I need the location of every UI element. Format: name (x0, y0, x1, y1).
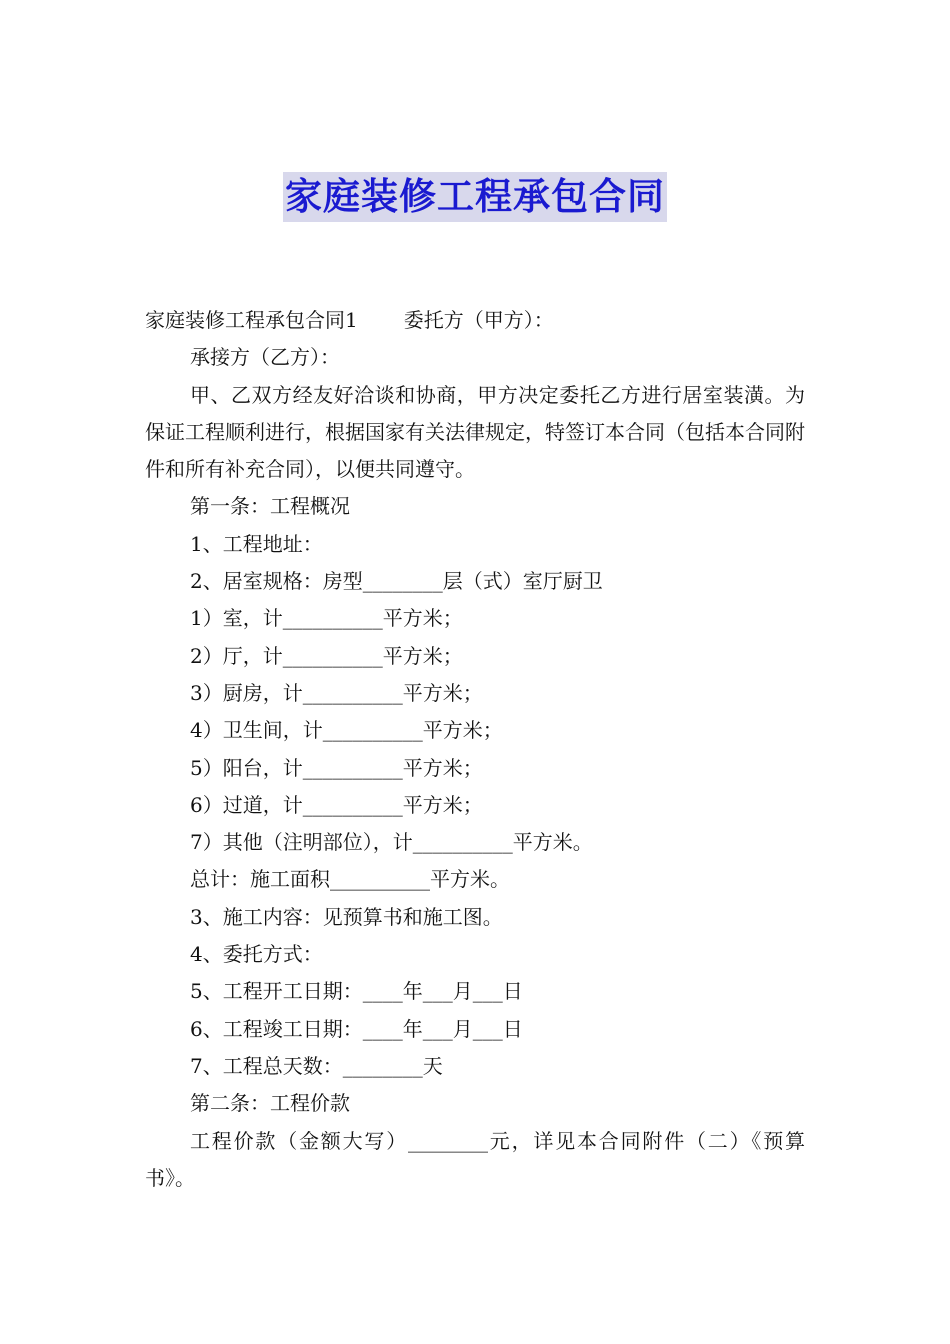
contract-heading-line (145, 302, 805, 339)
contract-number: 家庭装修工程承包合同1 (145, 308, 358, 332)
room-spec: 2、居室规格：房型________层（式）室厅厨卫 (190, 569, 603, 594)
party-a-label: 委托方（甲方）： (403, 308, 554, 332)
area-hall: 2）厅，计__________平方米； (190, 643, 463, 668)
area-total: 总计：施工面积__________平方米。 (190, 867, 510, 892)
area-room: 1）室，计__________平方米； (190, 606, 463, 631)
project-address: 1、工程地址： (190, 531, 323, 556)
document-title: 家庭装修工程承包合同 (283, 172, 667, 222)
intro-paragraph: 甲、乙双方经友好洽谈和协商，甲方决定委托乙方进行居室装潢。为保证工程顺利进行，根据国家有关法律规定，特签订本合同（包括本合同附件和所有补充合同），以便共同遵守。 (145, 382, 805, 482)
document-body (145, 302, 805, 1197)
article-1-heading: 第一条：工程概况 (190, 494, 350, 519)
area-bathroom: 4）卫生间，计__________平方米； (190, 718, 503, 743)
article-2-heading: 第二条：工程价款 (190, 1091, 350, 1116)
area-other: 7）其他（注明部位），计__________平方米。 (190, 830, 593, 855)
area-kitchen: 3）厨房，计__________平方米； (190, 680, 483, 705)
area-corridor: 6）过道，计__________平方米； (190, 792, 483, 817)
party-b-label: 承接方（乙方）： (190, 345, 340, 370)
commission-method: 4、委托方式： (190, 942, 323, 967)
total-days: 7、工程总天数：________天 (190, 1053, 443, 1078)
start-date: 5、工程开工日期：____年___月___日 (190, 979, 523, 1004)
price-paragraph: 工程价款（金额大写）________元，详见本合同附件（二）《预算书》。 (145, 1128, 805, 1190)
completion-date: 6、工程竣工日期：____年___月___日 (190, 1016, 523, 1041)
title-block (0, 172, 950, 222)
construction-content: 3、施工内容：见预算书和施工图。 (190, 904, 503, 929)
area-balcony: 5）阳台，计__________平方米； (190, 755, 483, 780)
